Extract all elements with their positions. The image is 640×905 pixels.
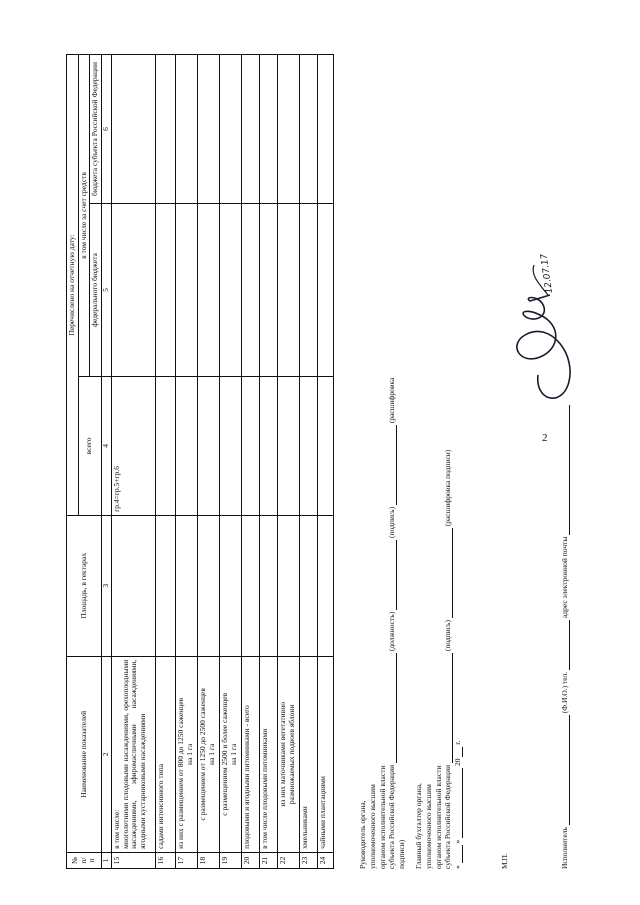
row-federal	[241, 203, 259, 376]
date-quote-close: »	[453, 839, 462, 844]
date-month-field[interactable]	[454, 768, 463, 838]
row-number: 17	[175, 852, 197, 868]
row-total	[219, 377, 241, 516]
head-line: Руководитель органа,	[358, 800, 367, 869]
row-name	[317, 656, 333, 852]
row-total	[317, 377, 333, 516]
accountant-decoding-hint: (расшифровка подписи)	[443, 449, 453, 527]
date-year-suffix: г.	[453, 740, 462, 745]
signature-field[interactable]	[388, 540, 397, 610]
header-total: всего	[78, 377, 101, 516]
row-total	[155, 377, 175, 516]
accountant-line-text: субъекта Российской Федерации	[443, 764, 453, 869]
row-name	[259, 656, 277, 852]
accountant-line: Главный бухгалтер органа,	[414, 783, 423, 869]
row-number: 21	[259, 852, 277, 868]
row-total	[299, 377, 317, 516]
table-row	[219, 55, 241, 869]
row-name-line: размножаемых подвоев яблони	[286, 704, 296, 805]
row-number: 24	[317, 852, 333, 868]
row-regional	[197, 55, 219, 204]
column-number: 5	[101, 203, 111, 376]
row-number: 19	[219, 852, 241, 868]
row-area	[155, 515, 175, 656]
row-federal	[155, 203, 175, 376]
row-area	[111, 515, 155, 656]
row-area	[197, 515, 219, 656]
table-row	[259, 55, 277, 869]
row-regional	[317, 55, 333, 204]
head-line	[387, 349, 407, 869]
row-federal	[317, 203, 333, 376]
header-federal: федерального бюджета	[90, 203, 102, 376]
stamp-label: М.П.	[500, 853, 509, 869]
row-name-line: из них с размещением от 800 до 1250 саженцев	[175, 697, 185, 849]
row-regional	[175, 55, 197, 204]
header-regional: бюджета субъекта Российской Федерации	[90, 55, 102, 204]
indicators-table	[66, 54, 334, 869]
table-row	[299, 55, 317, 869]
row-name-line: многолетними плодовыми насаждениями, орехоплодными насаждениями, эфиромасличными насаждениями, ягодными кустарниковыми насаждениями	[120, 659, 147, 849]
head-signature-block	[358, 349, 407, 869]
row-regional	[155, 55, 175, 204]
row-name-line: хмельниками	[299, 806, 309, 849]
header-area: Площадь, в гектарах	[67, 515, 102, 656]
row-name	[241, 656, 259, 852]
row-name-line: садами интенсивного типа	[155, 763, 165, 849]
row-name-line: в том числе плодовыми питомниками	[259, 728, 269, 849]
column-number: 4	[101, 377, 111, 516]
header-num: № п/п	[67, 852, 102, 868]
row-regional	[299, 55, 317, 204]
row-area	[175, 515, 197, 656]
accountant-signature-hint: (подпись)	[443, 620, 453, 652]
row-name-line: с размещением от 1250 до 2500 саженцев	[197, 688, 207, 821]
signature-date: 12.07.17	[539, 252, 555, 294]
header-transfer: Перечислено на отчетную дату:	[67, 55, 79, 516]
fio-tel-label: (Ф.И.О.) тел.	[560, 671, 569, 714]
page-number: 2	[542, 432, 548, 444]
row-number: 18	[197, 852, 219, 868]
date-day-field[interactable]	[454, 845, 463, 863]
row-area	[299, 515, 317, 656]
row-name-line: в том числе:	[111, 809, 121, 849]
table-row	[197, 55, 219, 869]
row-federal	[219, 203, 241, 376]
email-field[interactable]	[561, 405, 570, 535]
table-row	[155, 55, 175, 869]
date-year: 20	[453, 758, 462, 766]
row-area	[259, 515, 277, 656]
row-name-line: на 1 га	[206, 743, 216, 765]
row-federal	[175, 203, 197, 376]
row-name	[299, 656, 317, 852]
row-number: 15	[111, 852, 155, 868]
row-federal	[111, 203, 155, 376]
row-number: 22	[277, 852, 299, 868]
row-name	[277, 656, 299, 852]
table-row	[317, 55, 333, 869]
row-regional	[111, 55, 155, 204]
row-name	[175, 656, 197, 852]
head-line: органом исполнительной власти	[377, 765, 387, 869]
table-row	[111, 55, 155, 869]
head-line-text: субъекта Российской Федерации	[387, 764, 397, 869]
row-federal	[259, 203, 277, 376]
executor-field[interactable]	[561, 715, 570, 825]
row-area	[277, 515, 299, 656]
table-row	[277, 55, 299, 869]
decoding-hint: (расшифровка подписи)	[387, 377, 406, 869]
handwritten-signature	[480, 225, 590, 415]
accountant-line: органом исполнительной власти	[433, 765, 443, 869]
row-name	[111, 656, 155, 852]
row-total	[277, 377, 299, 516]
date-line	[453, 349, 463, 869]
column-number: 2	[101, 656, 111, 852]
position-field[interactable]	[388, 653, 397, 763]
row-regional	[241, 55, 259, 204]
decoding-field[interactable]	[388, 425, 397, 505]
row-number: 16	[155, 852, 175, 868]
row-total	[259, 377, 277, 516]
row-name-line: плодовыми и ягодными питомниками - всего	[241, 705, 251, 849]
row-area	[317, 515, 333, 656]
accountant-line	[443, 349, 453, 869]
header-including: в том числе за счет средств	[78, 55, 90, 377]
row-federal	[277, 203, 299, 376]
row-number: 20	[241, 852, 259, 868]
row-total	[175, 377, 197, 516]
row-area	[241, 515, 259, 656]
row-total: гр.4=гр.5+гр.6	[111, 377, 155, 516]
row-name-line: на 1 га	[228, 743, 238, 765]
header-name: Наименование показателей	[67, 656, 102, 852]
email-label: адрес электронной почты	[560, 536, 569, 619]
table-row	[241, 55, 259, 869]
date-quote-open: «	[453, 865, 462, 869]
row-area	[219, 515, 241, 656]
head-line: уполномоченного высшим	[367, 784, 377, 869]
column-number: 1	[101, 852, 111, 868]
date-year-field[interactable]	[454, 747, 463, 757]
row-regional	[259, 55, 277, 204]
row-regional	[277, 55, 299, 204]
row-regional	[219, 55, 241, 204]
table-row	[175, 55, 197, 869]
signature-hint: (подпись)	[387, 506, 397, 539]
accountant-signature-block	[414, 349, 463, 869]
row-total	[241, 377, 259, 516]
row-federal	[299, 203, 317, 376]
accountant-decoding-field[interactable]	[444, 528, 453, 618]
row-name	[155, 656, 175, 852]
phone-field[interactable]	[561, 620, 570, 670]
row-name-line: чайными плантациями	[317, 776, 327, 849]
accountant-line: уполномоченного высшим	[423, 784, 433, 869]
executor-label: Исполнитель	[560, 827, 569, 869]
row-name-line: из них маточниками вегетативно	[277, 702, 287, 807]
row-total	[197, 377, 219, 516]
column-number: 6	[101, 55, 111, 204]
row-name	[219, 656, 241, 852]
row-number: 23	[299, 852, 317, 868]
accountant-signature-field[interactable]	[444, 653, 453, 763]
position-hint: (должность)	[387, 611, 397, 652]
row-federal	[197, 203, 219, 376]
row-name-line: с размещением 2500 и более саженцев	[219, 692, 229, 816]
row-name-line: на 1 га	[184, 743, 194, 765]
column-number: 3	[101, 515, 111, 656]
row-name	[197, 656, 219, 852]
column-numbers-row	[101, 55, 111, 869]
